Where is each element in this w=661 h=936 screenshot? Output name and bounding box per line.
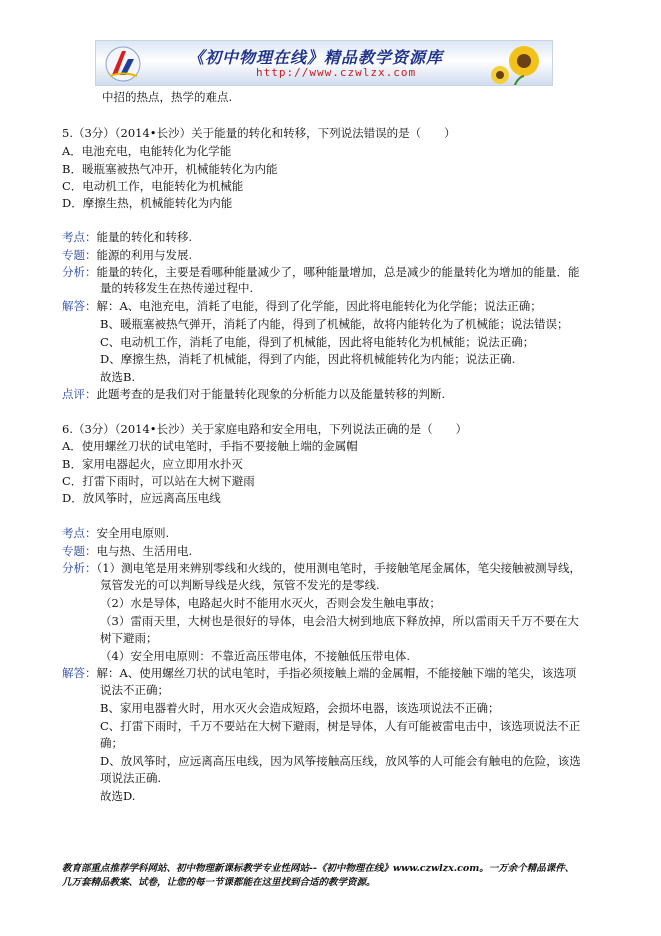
line-text: 解：A、电池充电，消耗了电能，得到了化学能，因此将电能转化为化学能；说法正确； [96, 299, 542, 313]
line-text: 中招的热点，热学的难点. [102, 90, 233, 104]
line-text: 电与热、生活用电. [96, 544, 193, 558]
line-text: 树下避雨； [100, 631, 158, 645]
line-text: 故选B. [100, 370, 136, 384]
section-label: 分析： [62, 265, 97, 279]
footer-line-2: 几万套精品教案、试卷，让您的每一节课都能在这里找到合适的教学资源。 [62, 877, 376, 888]
line-text: A．使用螺丝刀状的试电笔时，手指不要接触上端的金属帽 [62, 439, 358, 453]
text-line [62, 196, 232, 211]
line-text: B、家用电器着火时，用水灭火会造成短路，会损坏电器，该选项说法不正确； [100, 701, 500, 715]
text-line [100, 614, 579, 629]
section-label: 解答： [62, 666, 97, 680]
line-text: 确； [100, 736, 123, 750]
section-label: 点评： [62, 387, 97, 401]
banner-url[interactable]: http://www.czwlzx.com [256, 66, 417, 79]
line-text: D、摩擦生热，消耗了机械能，得到了内能，因此将机械能转化为内能；说法正确. [100, 352, 516, 366]
text-line [100, 352, 515, 367]
text-line [62, 474, 255, 489]
text-line [100, 578, 380, 593]
line-text: （3）雷雨天里，大树也是很好的导体，电会沿大树到地底下释放掉，所以雷雨天千万不要在大 [100, 614, 579, 628]
line-text: 能量的转化，主要是看哪种能量减少了，哪种能量增加，总是减少的能量转化为增加的能量．能 [96, 265, 580, 279]
text-line [62, 439, 358, 454]
line-text: C、电动机工作，消耗了电能，得到了机械能，因此将电能转化为机械能；说法正确； [100, 335, 535, 349]
text-line [62, 666, 576, 681]
text-line [62, 561, 581, 576]
line-text: （2）水是导体，电路起火时不能用水灭火，否则会发生触电事故； [100, 596, 441, 610]
section-label: 专题： [62, 248, 97, 262]
page-footer [62, 862, 622, 890]
section-label: 考点： [62, 230, 97, 244]
text-line [100, 631, 158, 646]
line-text: D．摩擦生热，机械能转化为内能 [62, 196, 233, 210]
text-line [62, 544, 192, 559]
line-text: 解：A、使用螺丝刀状的试电笔时，手指必须接触上端的金属帽，不能接触下端的笔尖，该选项 [96, 666, 577, 680]
text-line [62, 265, 580, 280]
text-line [100, 281, 253, 296]
text-line [62, 457, 243, 472]
line-text: C．打雷下雨时，可以站在大树下避雨 [62, 474, 255, 488]
line-text: （4）安全用电原则：不靠近高压带电体，不接触低压带电体. [100, 649, 410, 663]
line-text: 能源的利用与发展. [96, 248, 193, 262]
section-label: 分析： [62, 561, 97, 575]
line-text: C、打雷下雨时，千万不要站在大树下避雨，树是导体，人有可能被雷电击中，该选项说法不正 [100, 719, 581, 733]
text-line [62, 526, 169, 541]
line-text: （1）测电笔是用来辨别零线和火线的，使用测电笔时，手接触笔尾金属体，笔尖接触被测导线， [96, 561, 582, 575]
line-text: D、放风筝时，应远离高压电线，因为风筝接触高压线，放风筝的人可能会有触电的危险，该选 [100, 754, 581, 768]
text-line [100, 370, 135, 385]
footer-line-1: 教育部重点推荐学科网站、初中物理新课标教学专业性网站--《初中物理在线》www.czwlzx.com。一万余个精品课件、 [62, 863, 575, 874]
line-text: B．家用电器起火，应立即用水扑灭 [62, 457, 243, 471]
line-text: B．暖瓶塞被热气冲开，机械能转化为内能 [62, 162, 278, 176]
text-line [100, 335, 534, 350]
line-text: 故选D. [100, 789, 136, 803]
line-text: 能量的转化和转移. [96, 230, 193, 244]
text-line [100, 719, 580, 734]
line-text: 说法不正确； [100, 683, 169, 697]
sunflower-icon [486, 41, 546, 86]
site-logo-icon [104, 45, 142, 83]
line-text: 6.（3分）（2014•长沙）关于家庭电路和安全用电，下列说法正确的是（ ） [62, 422, 468, 436]
text-line [62, 230, 192, 245]
text-line [62, 126, 456, 141]
text-line [100, 701, 499, 716]
text-line [102, 90, 232, 105]
text-line [62, 299, 542, 314]
line-text: 氖管发光的可以判断导线是火线，氖管不发光的是零线. [100, 578, 380, 592]
text-line [62, 387, 445, 402]
line-text: 5.（3分）（2014•长沙）关于能量的转化和转移，下列说法错误的是（ ） [62, 126, 456, 140]
line-text: D．放风筝时，应远离高压电线 [62, 491, 221, 505]
text-line [100, 317, 568, 332]
text-line [100, 736, 123, 751]
section-label: 考点： [62, 526, 97, 540]
text-line [100, 683, 169, 698]
text-line [62, 179, 243, 194]
text-line [100, 771, 161, 786]
text-line [100, 789, 135, 804]
text-line [62, 422, 467, 437]
text-line [100, 596, 441, 611]
text-line [100, 754, 581, 769]
text-line [62, 248, 192, 263]
line-text: 量的转移发生在热传递过程中. [100, 281, 254, 295]
section-label: 专题： [62, 544, 97, 558]
text-line [100, 649, 410, 664]
text-line [62, 162, 277, 177]
text-line [62, 491, 221, 506]
section-label: 解答： [62, 299, 97, 313]
line-text: 此题考查的是我们对于能量转化现象的分析能力以及能量转移的判断. [96, 387, 446, 401]
line-text: A．电池充电，电能转化为化学能 [62, 144, 232, 158]
line-text: C．电动机工作，电能转化为机械能 [62, 179, 244, 193]
banner-title: 《初中物理在线》精品教学资源库 [188, 48, 444, 67]
text-line [62, 144, 231, 159]
header-banner [95, 40, 553, 86]
line-text: B、暖瓶塞被热气弹开，消耗了内能，得到了机械能，故将内能转化为了机械能；说法错误； [100, 317, 569, 331]
line-text: 安全用电原则. [96, 526, 170, 540]
line-text: 项说法正确. [100, 771, 162, 785]
